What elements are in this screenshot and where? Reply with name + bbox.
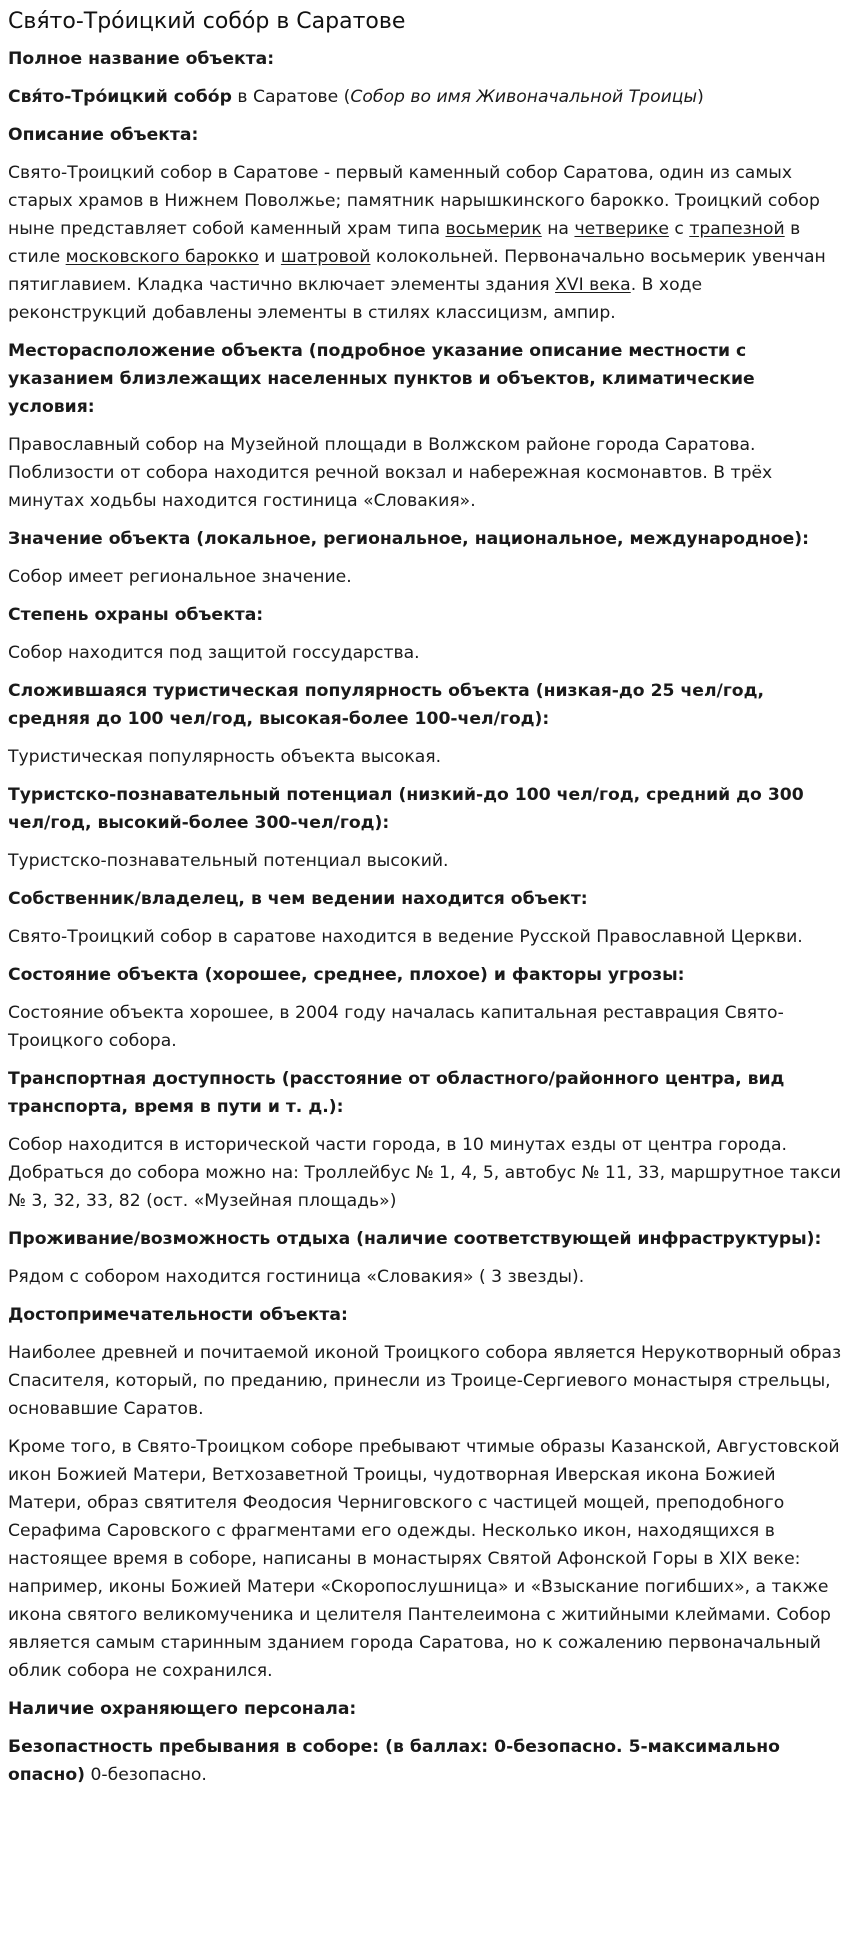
link-xvi-century[interactable]: XVI века	[555, 275, 631, 295]
location-text: Православный собор на Музейной площади в Волжском районе города Саратова. Поблизости от собора находится речной вокзал и набережная космонавтов. В трёх минутах ходьбы находится гостиница «Словакия».	[8, 435, 773, 511]
safety-line	[8, 1733, 843, 1789]
description-heading: Описание объекта:	[8, 125, 199, 145]
potential-heading: Туристско-познавательный потенциал (низкий-до 100 чел/год, средний до 300 чел/год, высокий-более 300-чел/год):	[8, 785, 804, 833]
link-trapeznaya[interactable]: трапезной	[689, 219, 785, 239]
description-text	[8, 159, 843, 327]
link-moscow-baroque[interactable]: московского барокко	[65, 247, 259, 267]
description-part: и	[258, 247, 281, 267]
full-name-bold: Свя́то-Тро́ицкий собо́р	[8, 87, 232, 107]
accommodation-heading: Проживание/возможность отдыха (наличие соответствующей инфраструктуры):	[8, 1229, 822, 1249]
sights-text-1: Наиболее древней и почитаемой иконой Троицкого собора является Нерукотворный образ Спасителя, который, по преданию, принесли из Троице-Сергиевого монастыря стрельцы, основавшие Саратов.	[8, 1343, 842, 1419]
description-part: . В ходе реконструкций добавлены элементы в стилях классицизм, ампир.	[8, 275, 703, 323]
description-part: колокольней. Первоначально восьмерик увенчан пятиглавием. Кладка частично включает элементы здания	[8, 247, 826, 295]
owner-text: Свято-Троицкий собор в саратове находится в ведение Русской Православной Церкви.	[8, 927, 803, 947]
full-name-heading: Полное название объекта:	[8, 49, 275, 69]
link-shatrovaya[interactable]: шатровой	[280, 247, 371, 267]
full-name-close: )	[697, 87, 704, 107]
full-name-alt: Собор во имя Живоначальной Троицы	[350, 87, 698, 107]
sights-heading: Достопримечательности объекта:	[8, 1305, 348, 1325]
transport-text: Собор находится в исторической части города, в 10 минутах езды от центра города. Добраться до собора можно на: Троллейбус № 1, 4, 5, автобус № 11, 33, маршрутное такси № 3, 32, 33, 82 (ост. «Музейная площадь»)	[8, 1135, 842, 1211]
full-name-place: в Саратове (	[231, 87, 351, 107]
full-name-text	[8, 83, 843, 111]
potential-text: Туристско-познавательный потенциал высокий.	[8, 851, 449, 871]
protection-heading: Степень охраны объекта:	[8, 605, 264, 625]
significance-text: Собор имеет региональное значение.	[8, 567, 352, 587]
popularity-heading: Сложившаяся туристическая популярность объекта (низкая-до 25 чел/год, средняя до 100 чел/год, высокая-более 100-чел/год):	[8, 681, 765, 729]
safety-value: 0-безопасно.	[85, 1765, 207, 1785]
sights-text-2: Кроме того, в Свято-Троицком соборе пребывают чтимые образы Казанской, Августовской икон Божией Матери, Ветхозаветной Троицы, чудотворная Иверская икона Божией Матери, образ святителя Феодосия Черниговского с частицей мощей, преподобного Серафима Саровского с фрагментами его одежды. Несколько икон, находящихся в настоящее время в соборе, написаны в монастырях Святой Афонской Горы в XIX веке: например, иконы Божией Матери «Скоропослушница» и «Взыскание погибших», а также икона святого великомученика и целителя Пантелеимона с житийными клеймами. Собор является самым старинным зданием города Саратова, но к сожалению первоначальный облик собора не сохранился.	[8, 1437, 840, 1681]
condition-heading: Состояние объекта (хорошее, среднее, плохое) и факторы угрозы:	[8, 965, 685, 985]
description-part: Свято-Троицкий собор в Саратове - первый каменный собор Саратова, один из самых старых храмов в Нижнем Поволжье; памятник нарышкинского барокко. Троицкий собор ныне представляет собой каменный храм типа	[8, 163, 820, 239]
popularity-text: Туристическая популярность объекта высокая.	[8, 747, 442, 767]
location-heading: Месторасположение объекта (подробное указание описание местности с указанием близлежащих населенных пунктов и объектов, климатические условия:	[8, 341, 755, 417]
page-title: Свя́то-Тро́ицкий собо́р в Саратове	[8, 9, 406, 34]
transport-heading: Транспортная доступность (расстояние от областного/районного центра, вид транспорта, время в пути и т. д.):	[8, 1069, 785, 1117]
link-chetverik[interactable]: четверике	[574, 219, 669, 239]
accommodation-text: Рядом с собором находится гостиница «Словакия» ( 3 звезды).	[8, 1267, 585, 1287]
description-part: на	[541, 219, 575, 239]
safety-heading: Безопастность пребывания в соборе: (в баллах: 0-безопасно. 5-максимально опасно)	[8, 1737, 780, 1785]
link-vosmerik[interactable]: восьмерик	[445, 219, 542, 239]
description-part: в стиле	[8, 219, 801, 267]
protection-text: Собор находится под защитой госсударства.	[8, 643, 420, 663]
staff-heading: Наличие охраняющего персонала:	[8, 1699, 357, 1719]
owner-heading: Собственник/владелец, в чем ведении находится объект:	[8, 889, 588, 909]
description-part: с	[668, 219, 690, 239]
significance-heading: Значение объекта (локальное, региональное, национальное, международное):	[8, 529, 809, 549]
condition-text: Состояние объекта хорошее, в 2004 году началась капитальная реставрация Свято-Троицкого собора.	[8, 1003, 784, 1051]
